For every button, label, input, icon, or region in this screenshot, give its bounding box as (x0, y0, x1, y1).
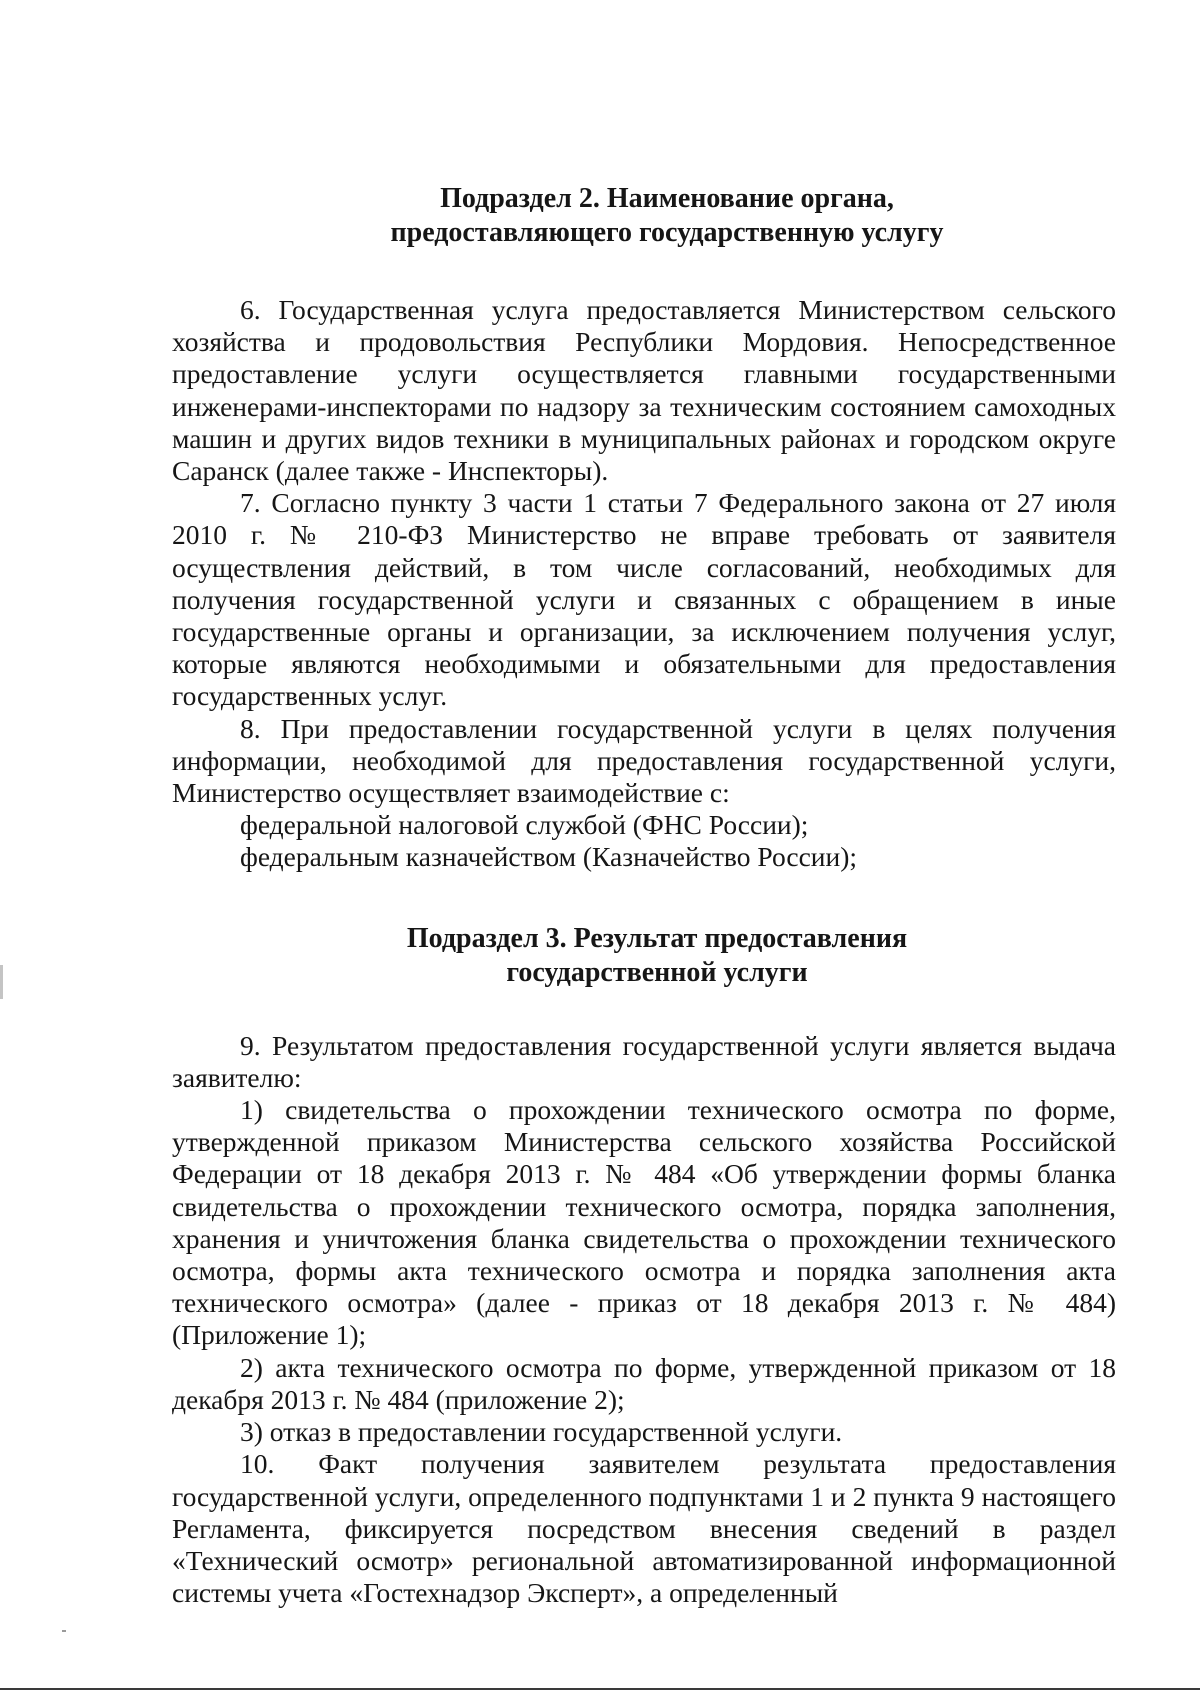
paragraph-8: 8. При предоставлении государственной услуги в целях получения информации, необходимой для предоставления государственной услуги, Министерство осуществляет взаимодействие с: (172, 712, 1116, 809)
paragraph-9-item-3: 3) отказ в предоставлении государственной услуги. (240, 1416, 843, 1448)
paragraph-10: 10. Факт получения заявителем результата предоставления государственной услуги, определенного подпунктами 1 и 2 пункта 9 настоящего Регламента, фиксируется посредством внесения сведений в раздел «Технический осмотр» региональной автоматизированной информационной системы учета «Гостехнадзор Эксперт», а определенный (172, 1448, 1116, 1609)
section-3-heading-line-1: Подраздел 3. Результат предоставления (406, 922, 908, 954)
section-2-heading (172, 182, 1116, 250)
paragraph-9-item-2: 2) акта технического осмотра по форме, утвержденной приказом от 18 декабря 2013 г. № 484 (приложение 2); (172, 1351, 1116, 1415)
paragraph-7: 7. Согласно пункту 3 части 1 статьи 7 Федерального закона от 27 июля 2010 г. № 210-ФЗ Министерство не вправе требовать от заявителя осуществления действий, в том числе согласований, необходимых для получения государственной услуги и связанных с обращением в иные государственные органы и организации, за исключением получения услуг, которые являются необходимыми и обязательными для предоставления государственных услуг. (172, 487, 1116, 712)
section-2-heading-line-2: предоставляющего государственную услугу (390, 217, 944, 248)
paragraph-9: 9. Результатом предоставления государственной услуги является выдача заявителю: (172, 1029, 1116, 1093)
section-3-heading-line-2: государственной услуги (506, 956, 808, 988)
paragraph-9-item-1: 1) свидетельства о прохождении технического осмотра по форме, утвержденной приказом Министерства сельского хозяйства Российской Федерации от 18 декабря 2013 г. № 484 «Об утверждении формы бланка свидетельства о прохождении технического осмотра, порядка заполнения, хранения и уничтожения бланка свидетельства о прохождении технического осмотра, формы акта технического осмотра и порядка заполнения акта технического осмотра» (далее - приказ от 18 декабря 2013 г. № 484) (Приложение 1); (172, 1094, 1116, 1351)
document-body (172, 182, 1116, 1609)
paragraph-6: 6. Государственная услуга предоставляется Министерством сельского хозяйства и продовольствия Республики Мордовия. Непосредственное предоставление услуги осуществляется главными государственными инженерами-инспекторами по надзору за техническим состоянием самоходных машин и других видов техники в муниципальных районах и городском округе Саранск (далее также - Инспекторы). (172, 294, 1116, 487)
scan-dust-mark (62, 1630, 66, 1632)
section-3-heading (172, 922, 1116, 990)
interaction-item-treasury: федеральным казначейством (Казначейство России); (240, 841, 858, 873)
section-2-heading-line-1: Подраздел 2. Наименование органа, (440, 183, 894, 214)
scan-edge-mark (0, 965, 3, 999)
interaction-item-fns: федеральной налоговой службой (ФНС России); (240, 809, 809, 841)
scan-bottom-edge (0, 1688, 1200, 1690)
